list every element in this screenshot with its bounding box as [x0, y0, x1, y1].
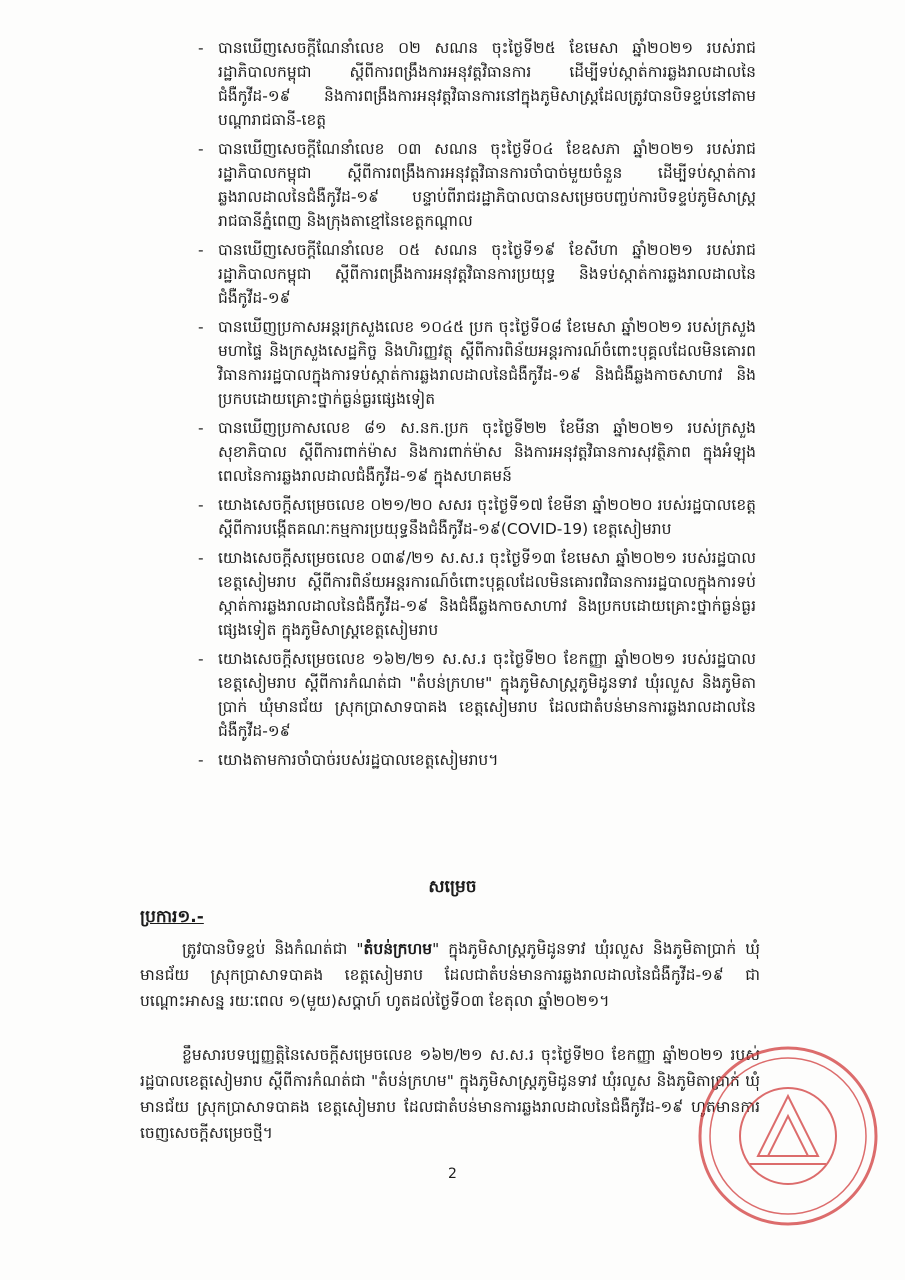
page-number: 2 [448, 1166, 457, 1182]
seal-inner-ring [710, 1058, 866, 1214]
decision-heading: សម្រេច [428, 877, 477, 897]
reference-item: - បានឃើញសេចក្ដីណែនាំលេខ ០២ សណន ចុះថ្ងៃទី២៥ ខែមេសា ឆ្នាំ២០២១ របស់រាជរដ្ឋាភិបាលកម្ពុជា ស្ដីពីការពង្រឹងការអនុវត្តវិធានការ ដើម្បីទប់ស្កាត់ការឆ្លងរាលដាលនៃជំងឺកូវីដ-១៩ និងការពង្រឹងការអនុវត្តវិធានការនៅក្នុងភូមិសាស្ត្រដែលត្រូវបានបិទខ្ទប់នៅតាមបណ្ដារាជធានី-ខេត្ត [198, 39, 756, 129]
reference-item: - យោងសេចក្ដីសម្រេចលេខ ០៣៩/២១ ស.ស.រ ចុះថ្ងៃទី១៣ ខែមេសា ឆ្នាំ២០២១ របស់រដ្ឋបាលខេត្តសៀមរាប ស្ដីពីការពិន័យអន្តរការណ៍ចំពោះបុគ្គលដែលមិនគោរពវិធានការរដ្ឋបាលក្នុងការទប់ស្កាត់ការឆ្លងរាលដាលនៃជំងឺកូវីដ-១៩ និងជំងឺឆ្លងកាចសាហាវ និងប្រកបដោយគ្រោះថ្នាក់ធ្ងន់ធ្ងរផ្សេងទៀត ក្នុងភូមិសាស្ត្រខេត្តសៀមរាប [198, 549, 756, 639]
reference-item: - បានឃើញសេចក្ដីណែនាំលេខ ០៣ សណន ចុះថ្ងៃទី០៤ ខែឧសភា ឆ្នាំ២០២១ របស់រាជរដ្ឋាភិបាលកម្ពុជា ស្ដីពីការពង្រឹងការអនុវត្តវិធានការចាំបាច់មួយចំនួន ដើម្បីទប់ស្កាត់ការឆ្លងរាលដាលនៃជំងឺកូវីដ-១៩ បន្ទាប់ពីរាជរដ្ឋាភិបាលបានសម្រេចបញ្ចប់ការបិទខ្ទប់ភូមិសាស្ត្ររាជធានីភ្នំពេញ និងក្រុងតាខ្មៅនៃខេត្តកណ្ដាល [198, 140, 756, 230]
seal-core-ring [740, 1088, 836, 1184]
article-heading: ប្រការ១.- [140, 907, 204, 927]
reference-item: - បានឃើញប្រកាសលេខ ៨១ ស.នក.ប្រក ចុះថ្ងៃទី២២ ខែមីនា ឆ្នាំ២០២១ របស់ក្រសួងសុខាភិបាល ស្ដីពីការពាក់ម៉ាស និងការពាក់ម៉ាស និងការអនុវត្តវិធានការសុវត្ថិភាព ក្នុងអំឡុងពេលនៃការឆ្លងរាលដាលជំងឺកូវីដ-១៩ ក្នុងសហគមន៍ [198, 419, 756, 485]
article-paragraph-2: ខ្លឹមសារបទប្បញ្ញត្តិនៃសេចក្ដីសម្រេចលេខ ១៦២/២១ ស.ស.រ ចុះថ្ងៃទី២០ ខែកញ្ញា ឆ្នាំ២០២១ របស់រដ្ឋបាលខេត្តសៀមរាប ស្ដីពីការកំណត់ជា "តំបន់ក្រហម" ក្នុងភូមិសាស្ត្រភូមិដូនទាវ ឃុំរលួស និងភូមិតាប្រាក់ ឃុំមានជ័យ ស្រុកប្រាសាទបាគង ខេត្តសៀមរាប ដែលជាតំបន់មានការឆ្លងរាលដាលនៃជំងឺកូវីដ-១៩ ហូតមានការចេញសេចក្ដីសម្រេចថ្មី។ [140, 1046, 760, 1142]
seal-emblem [758, 1096, 818, 1156]
legal-references-list [196, 36, 756, 777]
reference-item: - បានឃើញប្រកាសអន្តរក្រសួងលេខ ១០៤៥ ប្រក ចុះថ្ងៃទី០៨ ខែមេសា ឆ្នាំ២០២១ របស់ក្រសួងមហាផ្ទៃ និងក្រសួងសេដ្ឋកិច្ច និងហិរញ្ញវត្ថុ ស្ដីពីការពិន័យអន្តរការណ៍ចំពោះបុគ្គលដែលមិនគោរពវិធានការរដ្ឋបាលក្នុងការទប់ស្កាត់ការឆ្លងរាលដាលនៃជំងឺកូវីដ-១៩ និងជំងឺឆ្លងកាចសាហាវ និងប្រកបដោយគ្រោះថ្នាក់ធ្ងន់ធ្ងរផ្សេងទៀត [198, 318, 756, 408]
seal-outer-ring [700, 1048, 876, 1224]
official-seal-stamp [688, 1036, 878, 1236]
reference-item: - យោងសេចក្ដីសម្រេចលេខ ០២១/២០ សសរ ចុះថ្ងៃទី១៧ ខែមីនា ឆ្នាំ២០២០ របស់រដ្ឋបាលខេត្ត ស្ដីពីការបង្កើតគណៈកម្មការប្រយុទ្ធនឹងជំងឺកូវីដ-១៩(COVID-19) ខេត្តសៀមរាប [198, 496, 756, 538]
red-zone-term: តំបន់ក្រហម [363, 940, 433, 958]
reference-item: - យោងសេចក្ដីសម្រេចលេខ ១៦២/២១ ស.ស.រ ចុះថ្ងៃទី២០ ខែកញ្ញា ឆ្នាំ២០២១ របស់រដ្ឋបាលខេត្តសៀមរាប ស្ដីពីការកំណត់ជា "តំបន់ក្រហម" ក្នុងភូមិសាស្ត្រភូមិដូនទាវ ឃុំរលួស និងភូមិតាប្រាក់ ឃុំមានជ័យ ស្រុកប្រាសាទបាគង ខេត្តសៀមរាប ដែលជាតំបន់មានការឆ្លងរាលដាលនៃជំងឺកូវីដ-១៩ [198, 650, 756, 740]
article-paragraph-1: ត្រូវបានបិទខ្ទប់ និងកំណត់ជា "តំបន់ក្រហម" ក្នុងភូមិសាស្ត្រភូមិដូនទាវ ឃុំរលួស និងភូមិតាប្រាក់ ឃុំមានជ័យ ស្រុកប្រាសាទបាគង ខេត្តសៀមរាប ដែលជាតំបន់មានការឆ្លងរាលដាលនៃជំងឺកូវីដ-១៩ ជាបណ្ដោះអាសន្ន រយៈពេល ១(មួយ)សប្ដាហ៍ ហូតដល់ថ្ងៃទី០៣ ខែតុលា ឆ្នាំ២០២១។ [140, 940, 760, 1010]
reference-item: - យោងតាមការចាំបាច់របស់រដ្ឋបាលខេត្តសៀមរាប។ [198, 751, 499, 769]
reference-item: - បានឃើញសេចក្ដីណែនាំលេខ ០៥ សណន ចុះថ្ងៃទី១៩ ខែសីហា ឆ្នាំ២០២១ របស់រាជរដ្ឋាភិបាលកម្ពុជា ស្ដីពីការពង្រឹងការអនុវត្តវិធានការប្រយុទ្ធ និងទប់ស្កាត់ការឆ្លងរាលដាលនៃជំងឺកូវីដ-១៩ [198, 241, 756, 307]
